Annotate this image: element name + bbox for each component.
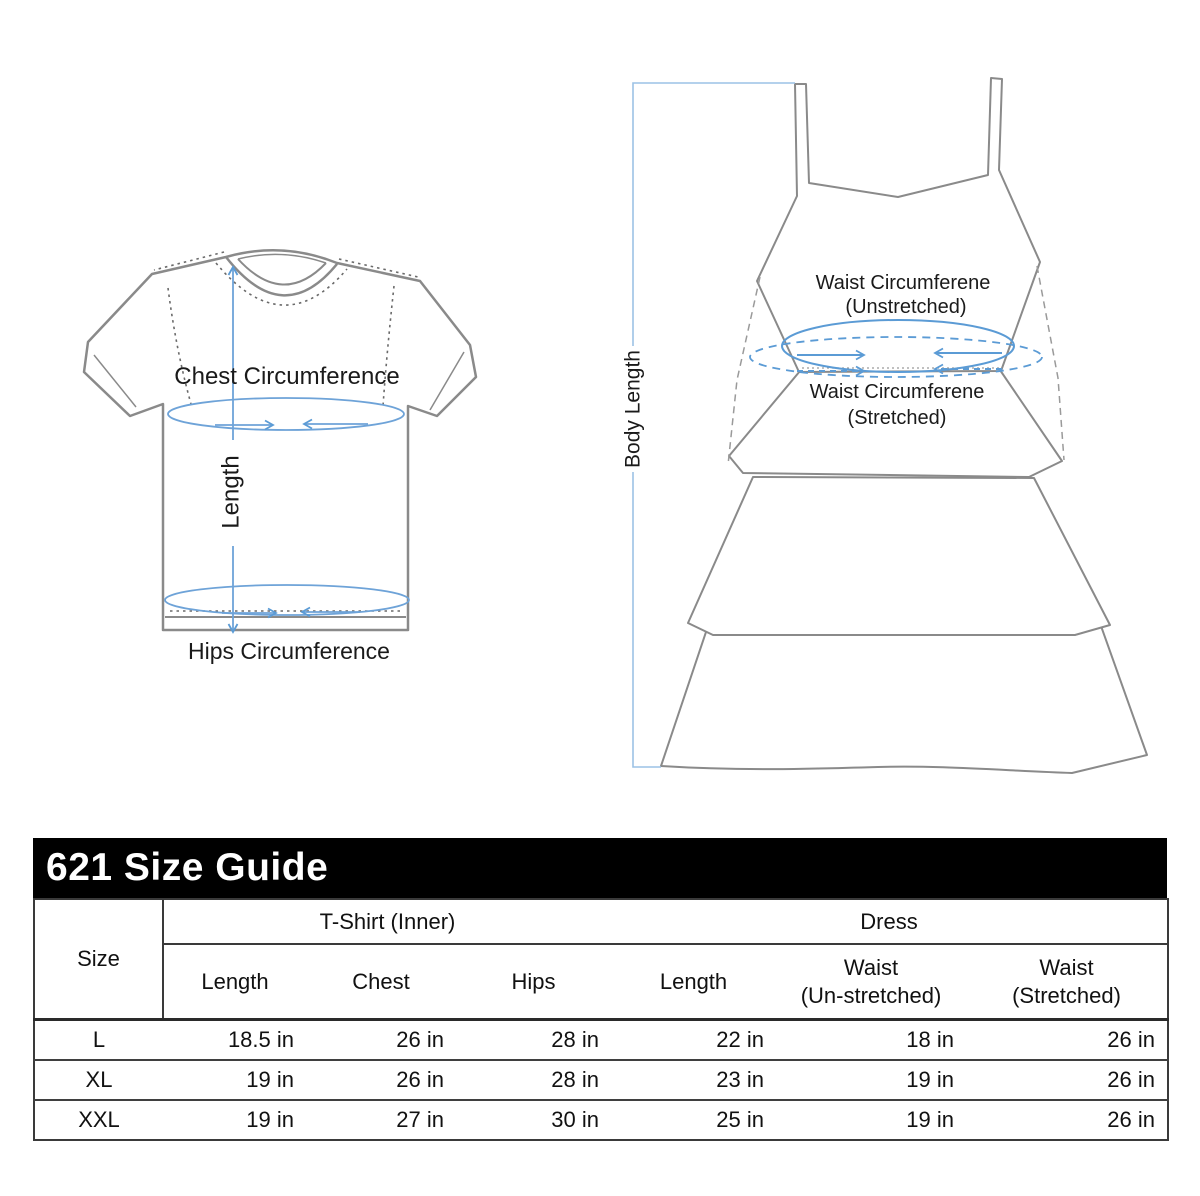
group-header-dress: Dress [611,899,1168,944]
column-header-tshirt-hips: Hips [511,968,556,994]
column-header-tshirt-length: Length [201,968,269,994]
cell-value: 26 in [396,1066,444,1092]
cell-value: 26 in [396,1026,444,1052]
size-value: L [92,1026,106,1052]
cell-value: 25 in [716,1106,765,1132]
tshirt-chest-label: Chest Circumference [174,363,400,390]
waist-stretched-label-line1: Waist Circumferene [809,381,985,403]
table-row-l [34,1020,1168,1060]
table-row-xl [34,1060,1168,1100]
column-header-waist-unstretched: Waist (Un-stretched) [800,955,942,1008]
cell-value: 28 in [551,1026,600,1052]
tshirt-outline [84,250,476,630]
cell-value: 19 in [246,1066,294,1092]
dress-body-length-label: Body Length [621,350,645,468]
size-value: XL [85,1066,113,1092]
dress-bodice [757,78,1040,372]
column-header-tshirt-chest: Chest [352,968,410,994]
cell-value: 18.5 in [227,1026,294,1052]
column-header-waist-stretched: Waist (Stretched) [1012,955,1121,1008]
cell-value: 23 in [716,1066,765,1092]
column-header-dress-length: Length [659,968,728,994]
waist-unstretched-label-line2: (Unstretched) [845,296,967,318]
cell-value: 28 in [551,1066,600,1092]
cell-value: 27 in [396,1106,444,1132]
size-guide-table [33,898,1169,1141]
waist-stretched-label-line2: (Stretched) [847,407,947,429]
tshirt-hips-label: Hips Circumference [188,638,390,664]
cell-value: 30 in [551,1106,600,1132]
dress-tier2 [688,477,1110,635]
cell-value: 26 in [1107,1066,1156,1092]
cell-value: 26 in [1107,1106,1156,1132]
cell-value: 19 in [906,1066,955,1092]
waist-unstretched-label-line1: Waist Circumferene [815,272,991,294]
column-header-size: Size [34,899,163,1020]
cell-value: 22 in [716,1026,765,1052]
cell-value: 19 in [246,1106,294,1132]
dress-tier3 [661,626,1147,773]
tshirt-length-label: Length [217,455,245,529]
cell-value: 18 in [906,1026,955,1052]
cell-value: 26 in [1107,1026,1156,1052]
size-value: XXL [78,1106,120,1132]
table-title-bar [33,838,1167,898]
tshirt-diagram [84,250,476,630]
table-row-xxl [34,1100,1168,1140]
table-title: 621 Size Guide [46,846,329,889]
cell-value: 19 in [906,1106,955,1132]
group-header-tshirt: T-Shirt (Inner) [163,899,611,944]
size-guide-table-section [33,838,1167,1141]
